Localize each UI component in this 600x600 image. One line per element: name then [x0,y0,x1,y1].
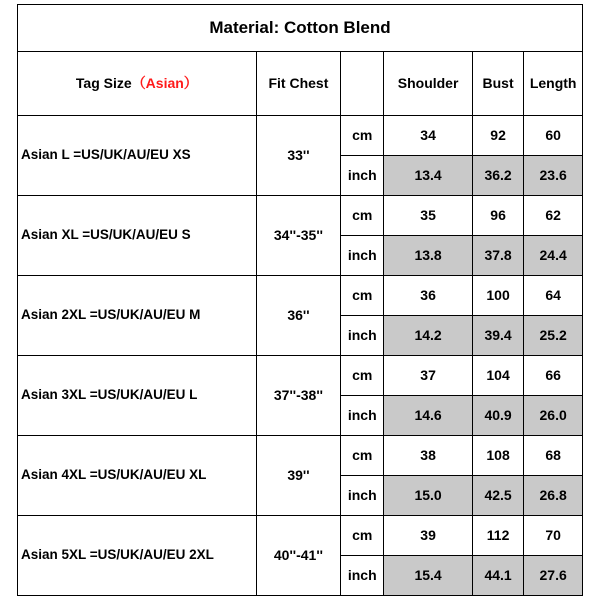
shoulder-inch-value: 15.0 [384,476,473,516]
bust-cm-value: 112 [472,516,523,556]
unit-inch-label: inch [341,556,384,596]
length-cm-value: 68 [524,436,583,476]
unit-inch-label: inch [341,476,384,516]
unit-cm-label: cm [341,116,384,156]
size-label: Asian XL =US/UK/AU/EU S [18,196,257,276]
unit-cm-label: cm [341,436,384,476]
size-label: Asian 4XL =US/UK/AU/EU XL [18,436,257,516]
size-label: Asian 5XL =US/UK/AU/EU 2XL [18,516,257,596]
unit-cm-label: cm [341,356,384,396]
bust-inch-value: 44.1 [472,556,523,596]
shoulder-inch-value: 15.4 [384,556,473,596]
fit-chest-value: 33'' [256,116,340,196]
unit-inch-label: inch [341,316,384,356]
fit-chest-value: 39'' [256,436,340,516]
unit-inch-label: inch [341,236,384,276]
header-tag-size-asian: （Asian） [131,74,198,91]
length-inch-value: 23.6 [524,156,583,196]
size-label: Asian 3XL =US/UK/AU/EU L [18,356,257,436]
size-label: Asian 2XL =US/UK/AU/EU M [18,276,257,356]
size-row-cm [18,116,583,156]
size-row-cm [18,196,583,236]
bust-inch-value: 39.4 [472,316,523,356]
shoulder-inch-value: 13.8 [384,236,473,276]
fit-chest-value: 40''-41'' [256,516,340,596]
bust-inch-value: 37.8 [472,236,523,276]
unit-inch-label: inch [341,396,384,436]
bust-inch-value: 36.2 [472,156,523,196]
header-tag-size-label: Tag Size [75,74,132,91]
size-row-cm [18,356,583,396]
header-unit-blank [341,52,384,116]
shoulder-cm-value: 34 [384,116,473,156]
size-label: Asian L =US/UK/AU/EU XS [18,116,257,196]
unit-cm-label: cm [341,196,384,236]
shoulder-cm-value: 36 [384,276,473,316]
unit-cm-label: cm [341,276,384,316]
header-tag-size [18,52,257,116]
header-length: Length [524,52,583,116]
fit-chest-value: 37''-38'' [256,356,340,436]
size-chart-body [18,5,583,596]
length-cm-value: 70 [524,516,583,556]
length-cm-value: 66 [524,356,583,396]
bust-cm-value: 104 [472,356,523,396]
length-cm-value: 60 [524,116,583,156]
header-shoulder: Shoulder [384,52,473,116]
unit-cm-label: cm [341,516,384,556]
size-row-cm [18,436,583,476]
length-inch-value: 25.2 [524,316,583,356]
bust-cm-value: 96 [472,196,523,236]
size-row-cm [18,276,583,316]
unit-inch-label: inch [341,156,384,196]
length-inch-value: 26.8 [524,476,583,516]
length-cm-value: 64 [524,276,583,316]
bust-inch-value: 40.9 [472,396,523,436]
fit-chest-value: 36'' [256,276,340,356]
header-bust: Bust [472,52,523,116]
bust-cm-value: 108 [472,436,523,476]
shoulder-inch-value: 14.2 [384,316,473,356]
length-inch-value: 26.0 [524,396,583,436]
header-row [18,52,583,116]
shoulder-cm-value: 39 [384,516,473,556]
shoulder-inch-value: 14.6 [384,396,473,436]
fit-chest-value: 34''-35'' [256,196,340,276]
length-inch-value: 24.4 [524,236,583,276]
size-row-cm [18,516,583,556]
length-inch-value: 27.6 [524,556,583,596]
title-row [18,5,583,52]
bust-cm-value: 100 [472,276,523,316]
length-cm-value: 62 [524,196,583,236]
size-chart-table [17,4,583,596]
shoulder-cm-value: 35 [384,196,473,236]
shoulder-inch-value: 13.4 [384,156,473,196]
shoulder-cm-value: 38 [384,436,473,476]
shoulder-cm-value: 37 [384,356,473,396]
header-fit-chest: Fit Chest [256,52,340,116]
bust-inch-value: 42.5 [472,476,523,516]
material-title: Material: Cotton Blend [18,5,583,52]
bust-cm-value: 92 [472,116,523,156]
